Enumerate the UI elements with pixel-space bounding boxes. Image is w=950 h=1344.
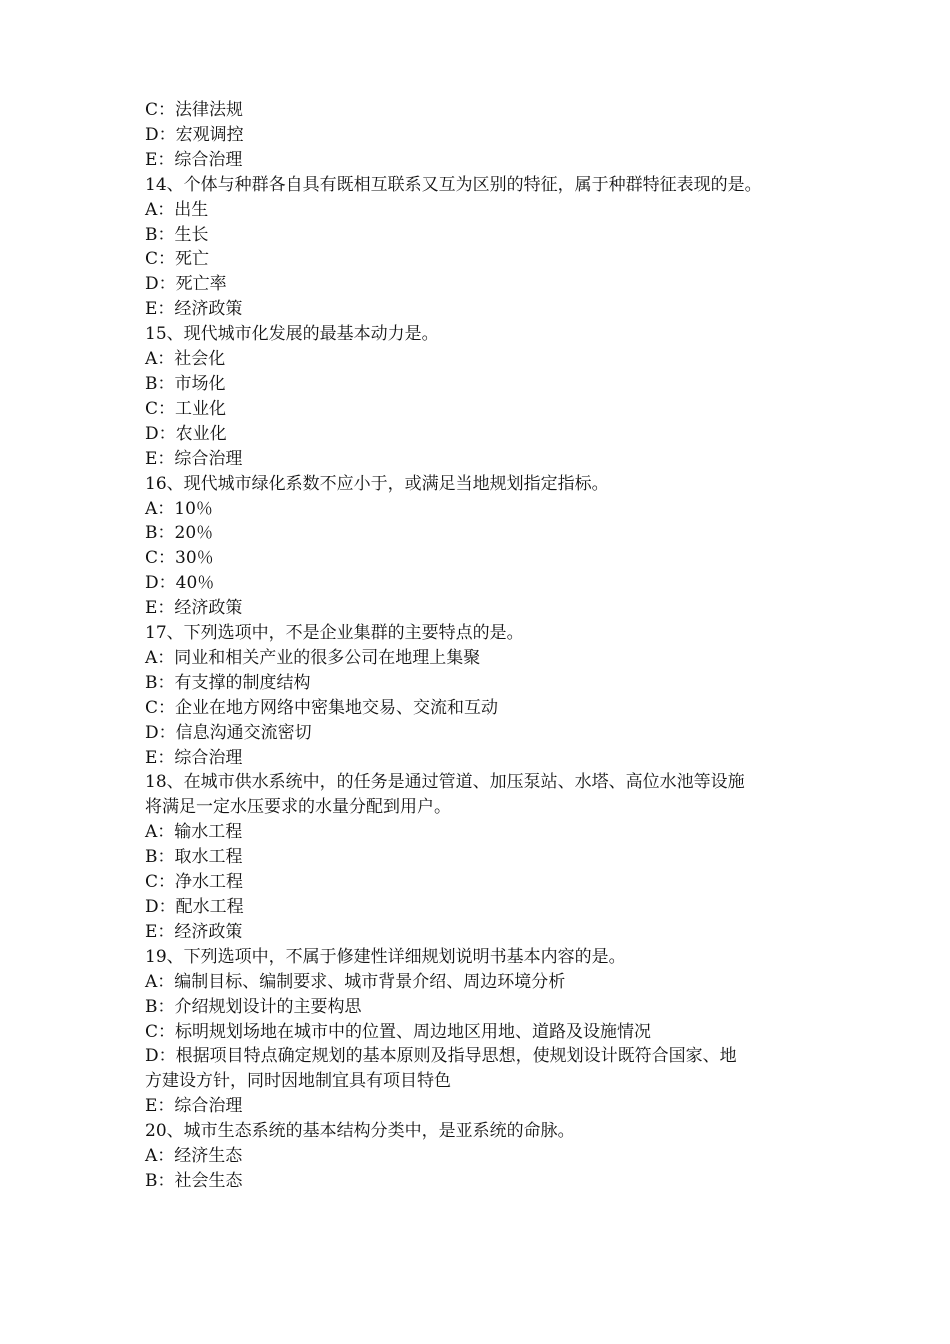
option-letter: E： (145, 921, 175, 942)
answer-option (145, 671, 825, 696)
answer-option (145, 970, 825, 995)
option-letter: D： (145, 274, 176, 295)
question-text: 18、在城市供水系统中，的任务是通过管道、加压泵站、水塔、高位水池等设施 (145, 772, 745, 793)
option-letter: E： (145, 598, 175, 619)
answer-option (145, 397, 825, 422)
question-text: 17、下列选项中，不是企业集群的主要特点的是。 (145, 623, 524, 644)
option-text: 社会化 (174, 349, 226, 370)
option-text: 死亡 (175, 249, 210, 270)
option-letter: D： (145, 722, 176, 743)
answer-option (145, 1020, 825, 1045)
option-letter: E： (145, 448, 175, 469)
document-body (145, 98, 825, 1194)
option-letter: B： (145, 1170, 175, 1191)
option-text: 根据项目特点确定规划的基本原则及指导思想，使规划设计既符合国家、地 (175, 1046, 737, 1067)
question-text: 15、现代城市化发展的最基本动力是。 (145, 324, 439, 345)
option-text: 死亡率 (175, 274, 227, 295)
option-letter: A： (145, 498, 175, 519)
answer-option (145, 845, 825, 870)
option-text: 经济政策 (174, 299, 243, 320)
option-letter: C： (145, 697, 176, 718)
option-letter: B： (145, 996, 175, 1017)
option-text: 经济生态 (174, 1146, 243, 1167)
option-text: 综合治理 (174, 448, 243, 469)
option-text: 综合治理 (174, 747, 243, 768)
option-letter: C： (145, 872, 176, 893)
question-text: 将满足一定水压要求的水量分配到用户。 (145, 797, 451, 818)
answer-option (145, 820, 825, 845)
answer-option (145, 447, 825, 472)
option-letter: A： (145, 822, 175, 843)
option-letter: D： (145, 897, 176, 917)
option-letter: A： (145, 1146, 175, 1167)
answer-option (145, 148, 825, 173)
option-letter: C： (145, 100, 176, 120)
option-text: 工业化 (175, 398, 227, 419)
option-letter: D： (145, 1046, 176, 1067)
answer-option (145, 571, 825, 596)
answer-option (145, 1144, 825, 1169)
option-text: 法律法规 (175, 100, 244, 120)
question-text: 14、个体与种群各自具有既相互联系又互为区别的特征，属于种群特征表现的是。 (145, 174, 762, 195)
option-text: 20％ (174, 523, 214, 544)
answer-option (145, 920, 825, 945)
answer-option (145, 546, 825, 571)
answer-option (145, 497, 825, 522)
option-text: 生长 (174, 224, 209, 245)
answer-option (145, 895, 825, 920)
option-letter: C： (145, 249, 176, 270)
option-text: 介绍规划设计的主要构思 (174, 996, 362, 1017)
option-text: 取水工程 (174, 847, 243, 868)
option-letter: D： (145, 423, 176, 444)
option-letter: C： (145, 398, 176, 419)
question-text: 20、城市生态系统的基本结构分类中，是亚系统的命脉。 (145, 1121, 575, 1142)
answer-option (145, 123, 825, 148)
answer-option (145, 1044, 825, 1069)
question-text: 19、下列选项中，不属于修建性详细规划说明书基本内容的是。 (145, 946, 626, 967)
option-letter: B： (145, 847, 175, 868)
option-text: 标明规划场地在城市中的位置、周边地区用地、道路及设施情况 (175, 1021, 652, 1042)
answer-option (145, 247, 825, 272)
answer-option (145, 198, 825, 223)
option-letter: A： (145, 647, 175, 668)
answer-option (145, 98, 825, 123)
option-text: 经济政策 (174, 598, 243, 619)
option-letter: A： (145, 971, 175, 992)
option-letter: B： (145, 224, 175, 245)
option-text: 净水工程 (175, 872, 244, 893)
answer-option (145, 223, 825, 248)
answer-option (145, 347, 825, 372)
question-text: 16、现代城市绿化系数不应小于，或满足当地规划指定指标。 (145, 473, 609, 494)
answer-option (145, 297, 825, 322)
option-text: 社会生态 (174, 1170, 243, 1191)
answer-option (145, 596, 825, 621)
option-letter: E： (145, 149, 175, 170)
option-text: 有支撑的制度结构 (174, 672, 311, 693)
option-text: 出生 (174, 199, 209, 220)
option-text: 30％ (175, 548, 214, 569)
option-letter: C： (145, 548, 176, 569)
option-letter: D： (145, 124, 176, 145)
option-letter: D： (145, 573, 176, 594)
option-text: 综合治理 (174, 149, 243, 170)
option-text: 宏观调控 (175, 124, 244, 145)
option-text: 编制目标、编制要求、城市背景介绍、周边环境分析 (174, 971, 566, 992)
answer-option (145, 521, 825, 546)
option-text: 综合治理 (174, 1096, 243, 1117)
answer-option (145, 646, 825, 671)
option-letter: B： (145, 373, 175, 394)
question-text: 方建设方针，同时因地制宜具有项目特色 (145, 1071, 451, 1092)
answer-option (145, 272, 825, 297)
option-text: 企业在地方网络中密集地交易、交流和互动 (175, 697, 499, 718)
option-letter: C： (145, 1021, 176, 1042)
option-letter: B： (145, 672, 175, 693)
answer-option (145, 721, 825, 746)
option-text: 信息沟通交流密切 (175, 722, 312, 743)
option-text: 40％ (175, 573, 215, 594)
option-text: 市场化 (174, 373, 226, 394)
option-letter: E： (145, 299, 175, 320)
option-letter: B： (145, 523, 175, 544)
option-letter: A： (145, 199, 175, 220)
option-text: 经济政策 (174, 921, 243, 942)
option-text: 同业和相关产业的很多公司在地理上集聚 (174, 647, 481, 668)
option-letter: A： (145, 349, 175, 370)
answer-option (145, 696, 825, 721)
option-text: 10％ (174, 498, 213, 519)
answer-option (145, 746, 825, 771)
option-letter: E： (145, 747, 175, 768)
answer-option (145, 1094, 825, 1119)
answer-option (145, 422, 825, 447)
answer-option (145, 372, 825, 397)
option-text: 农业化 (175, 423, 227, 444)
option-letter: E： (145, 1096, 175, 1117)
answer-option (145, 995, 825, 1020)
answer-option (145, 870, 825, 895)
option-text: 输水工程 (174, 822, 243, 843)
answer-option (145, 1169, 825, 1194)
option-text: 配水工程 (175, 897, 244, 917)
